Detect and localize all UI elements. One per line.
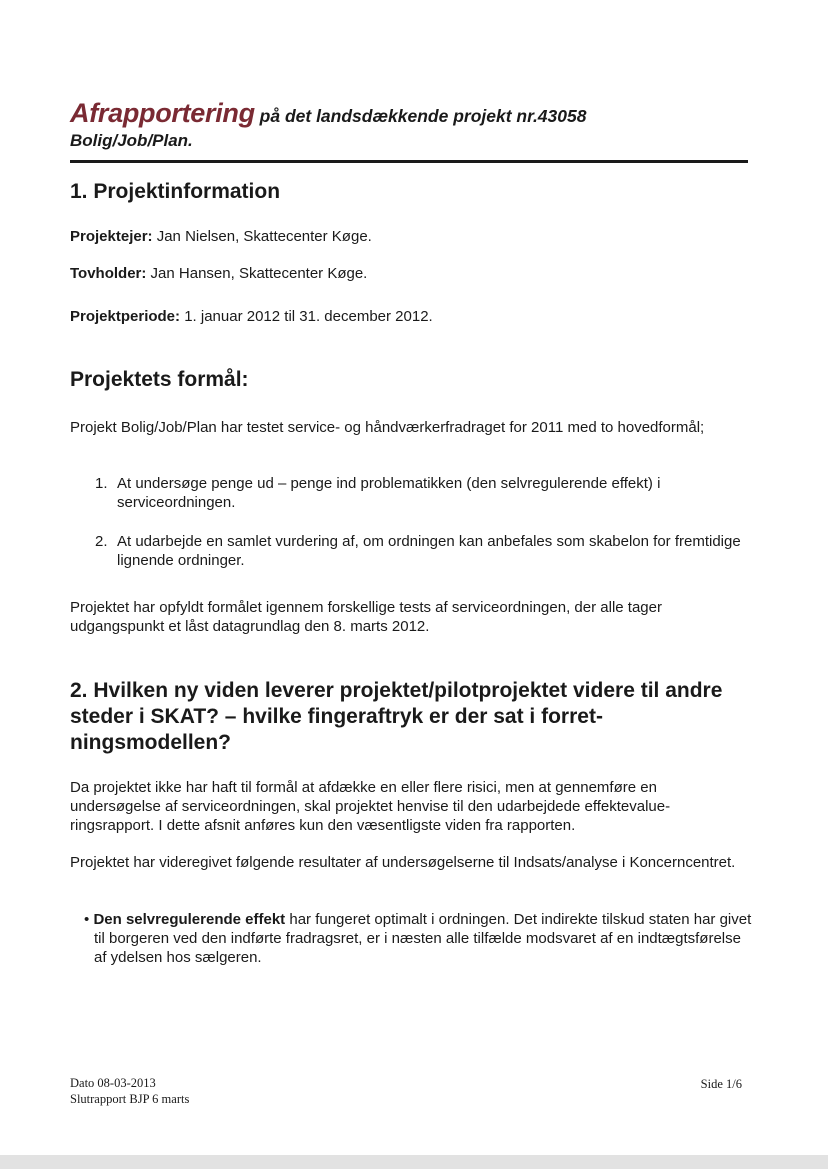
keeper-field [70, 265, 367, 282]
list-item [95, 474, 745, 512]
list-item-text: At undersøge penge ud – penge ind problematikken (den selvregulerende effekt) i serviceordningen. [117, 475, 661, 511]
section2-heading: 2. Hvilken ny viden leverer projektet/pilotprojektet videre til andre steder i SKAT? – hvilke fingeraftryk er der sat i forret-ningsmodellen? [70, 679, 723, 754]
keeper-label: Tovholder: [70, 265, 147, 282]
period-label: Projektperiode: [70, 308, 181, 325]
footer-page-number: Side 1/6 [700, 1077, 742, 1091]
document-subtitle: Bolig/Job/Plan. [70, 131, 193, 150]
owner-field [70, 228, 372, 245]
footer-report-name: Slutrapport BJP 6 marts [70, 1092, 190, 1106]
list-item-text: At udarbejde en samlet vurdering af, om ordningen kan anbefales som skabelon for fremtidige lignende ordninger. [117, 533, 741, 569]
purpose-intro: Projekt Bolig/Job/Plan har testet service- og håndværkerfradraget for 2011 med to hovedformål; [70, 419, 705, 436]
footer-left [70, 1075, 189, 1107]
section1-heading: 1. Projektinformation [70, 180, 281, 203]
keeper-value: Jan Hansen, Skattecenter Køge. [146, 265, 368, 282]
title-rest: på det landsdækkende projekt nr.43058 [254, 106, 587, 126]
bullet-text: har fungeret optimalt i ordningen. Det indirekte tilskud staten har givet til borgeren ved den indførte fradragsret, er i næsten alle tilfælde modsvaret af en indtægtsførelse af ydelsen hos sælgeren. [94, 911, 752, 966]
document-title [70, 100, 750, 127]
purpose-heading: Projektets formål: [70, 368, 249, 391]
purpose-list [95, 474, 745, 590]
bullet-bold-text: Den selvregulerende effekt [93, 911, 286, 928]
purpose-conclusion: Projektet har opfyldt formålet igennem forskellige tests af serviceordningen, der alle tager udgangspunkt et låst datagrundlag den 8. marts 2012. [70, 599, 662, 635]
section2-paragraph-2: Projektet har videregivet følgende resultater af undersøgelserne til Indsats/analyse i Koncerncentret. [70, 854, 736, 871]
header-rule [70, 160, 748, 163]
document-header [70, 100, 750, 151]
bullet-marker: • [84, 911, 90, 928]
scan-bottom-band [0, 1155, 828, 1169]
period-value: 1. januar 2012 til 31. december 2012. [180, 308, 433, 325]
list-item-number: 2. [95, 533, 108, 550]
list-item [95, 532, 745, 570]
period-field [70, 308, 433, 325]
section2-bullet [70, 910, 754, 967]
owner-value: Jan Nielsen, Skattecenter Køge. [152, 228, 372, 245]
list-item-number: 1. [95, 475, 108, 492]
section2-paragraph-1: Da projektet ikke har haft til formål at afdække en eller flere risici, men at gennemføre en undersøgelse af serviceordningen, skal projektet henvise til den udarbejdede effektevalue-ringsrapport. I dette afsnit anføres kun den væsentligste viden fra rapporten. [70, 779, 671, 834]
title-main: Afrapportering [70, 98, 255, 128]
owner-label: Projektejer: [70, 228, 153, 245]
footer-date: Dato 08-03-2013 [70, 1076, 156, 1090]
